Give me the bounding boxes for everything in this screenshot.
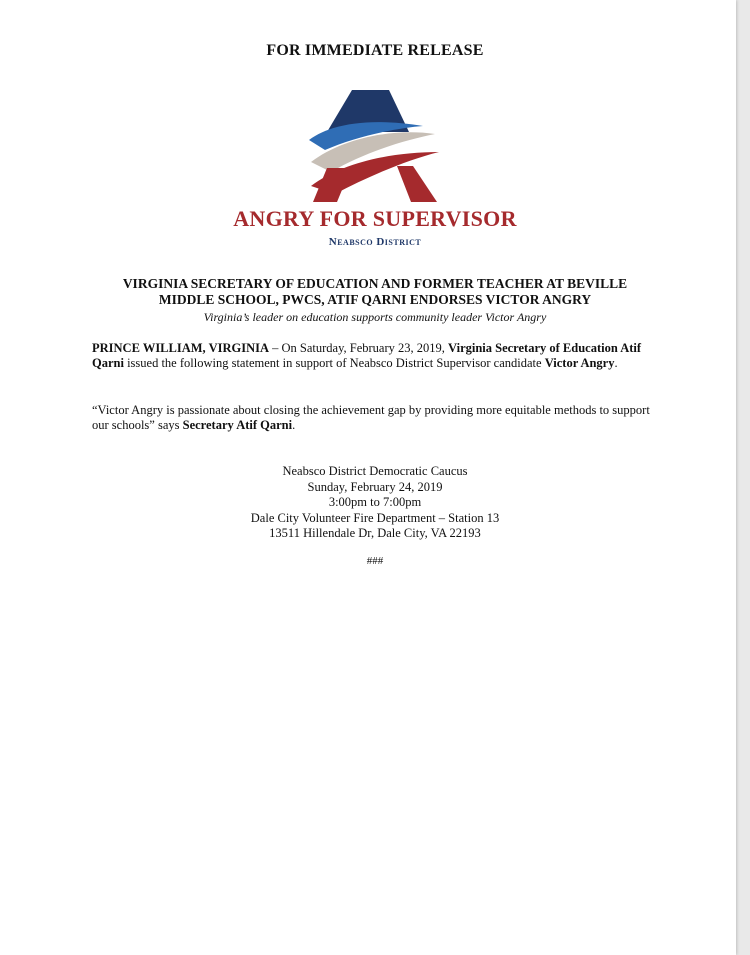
event-time: 3:00pm to 7:00pm [328, 495, 422, 509]
logo-subtitle: Neabsco District [328, 236, 422, 248]
announcement-text-1: – On Saturday, February 23, 2019, [269, 341, 449, 355]
paragraph-quote [92, 403, 660, 433]
quote-text: “Victor Angry is passionate about closing the achievement gap by providing more equitable methods to support our schools” says [92, 403, 650, 432]
announcement-text-3: . [614, 356, 618, 370]
logo-title: ANGRY FOR SUPERVISOR [233, 206, 517, 231]
candidate-name: Victor Angry [544, 356, 615, 370]
announcement-text-2: issued the following statement in support of Neabsco District Supervisor candidate [123, 356, 545, 370]
dateline: PRINCE WILLIAM, VIRGINIA [92, 341, 269, 355]
headline-line-1: VIRGINIA SECRETARY OF EDUCATION AND FORMER TEACHER AT BEVILLE [122, 276, 628, 291]
quote-end: . [292, 418, 296, 432]
paragraph-announcement [92, 341, 660, 371]
event-date: Sunday, February 24, 2019 [307, 479, 443, 494]
release-label: FOR IMMEDIATE RELEASE [266, 42, 484, 59]
headline-line-2: MIDDLE SCHOOL, PWCS, ATIF QARNI ENDORSES VICTOR ANGRY [158, 292, 592, 307]
event-name: Neabsco District Democratic Caucus [282, 464, 468, 478]
end-mark: ### [366, 555, 384, 567]
logo-right-leg [397, 166, 437, 202]
quote-attribution: Secretary Atif Qarni [182, 418, 293, 432]
event-details [0, 464, 750, 542]
subheadline: Virginia’s leader on education supports community leader Victor Angry [203, 310, 547, 324]
event-venue: Dale City Volunteer Fire Department – Station 13 [250, 510, 500, 525]
event-address: 13511 Hillendale Dr, Dale City, VA 22193 [269, 526, 481, 540]
headline [70, 276, 680, 308]
endorser-name: Virginia Secretary of Education Atif Qarni [92, 341, 642, 370]
campaign-logo-icon [305, 88, 441, 204]
